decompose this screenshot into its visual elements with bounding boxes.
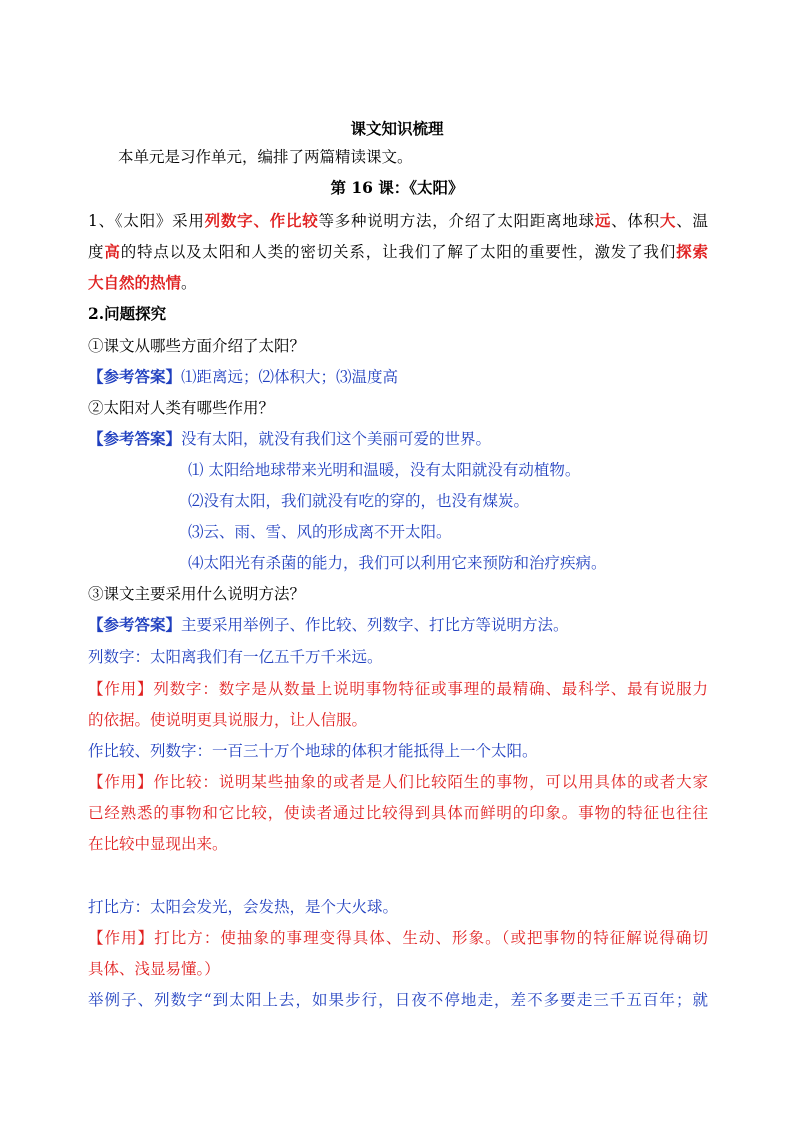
- highlight-methods: 列数字、作比较: [204, 211, 319, 230]
- answer-text: ⑴距离远；⑵体积大；⑶温度高: [181, 368, 399, 386]
- section-heading: 2.问题探究: [88, 304, 167, 323]
- page-title: 课文知识梳理: [350, 119, 444, 138]
- answer-text: 没有太阳，就没有我们这个美丽可爱的世界。: [181, 430, 492, 448]
- question-2: ②太阳对人类有哪些作用？: [88, 399, 275, 417]
- role-metaphor-line-1: [88, 928, 708, 948]
- summary-text: 、温: [676, 212, 708, 230]
- example-comparison: 作比较、列数字：一百三十万个地球的体积才能抵得上一个太阳。: [88, 742, 538, 760]
- role-numbers-line-2: 的依据。使说明更具说服力，让人信服。: [88, 711, 368, 729]
- question-1: ①课文从哪些方面介绍了太阳？: [88, 337, 306, 355]
- highlight-big: 大: [659, 211, 677, 230]
- role-text: 作比较：说明某些抽象的或者是人们比较陌生的事物，可以用具体的或者大家: [153, 773, 708, 791]
- role-label: 【作用】: [88, 773, 154, 791]
- example-multi: 举例子、列数字“到太阳上去，如果步行，日夜不停地走，差不多要走三千五百年；就: [88, 991, 708, 1009]
- highlight-far: 远: [594, 211, 612, 230]
- highlight-hot: 高: [104, 242, 121, 261]
- role-text: 列数字：数字是从数量上说明事物特征或事理的最精确、最科学、最有说服力: [153, 680, 708, 698]
- example-metaphor: 打比方：太阳会发光，会发热，是个大火球。: [88, 898, 399, 916]
- role-comparison-line-1: [88, 772, 708, 792]
- role-numbers-line-1: [88, 679, 708, 699]
- answer-2-item: ⑴ 太阳给地球带来光明和温暖，没有太阳就没有动植物。: [188, 461, 581, 479]
- highlight-passion: 大自然的热情: [88, 273, 182, 292]
- lesson-title: 第 16 课：《太阳》: [330, 178, 464, 197]
- role-comparison-line-2: 已经熟悉的事物和它比较，使读者通过比较得到具体而鲜明的印象。事物的特征也往往: [88, 804, 708, 822]
- summary-text: 1、《太阳》采用: [88, 212, 205, 230]
- summary-text: 度: [88, 243, 105, 261]
- answer-1: [88, 367, 708, 387]
- summary-text: 等多种说明方法，介绍了太阳距离地球: [318, 212, 595, 230]
- summary-text: 。: [181, 274, 197, 292]
- example-numbers: 列数字：太阳离我们有一亿五千万千米远。: [88, 648, 383, 666]
- answer-text: 主要采用举例子、作比较、列数字、打比方等说明方法。: [181, 616, 569, 634]
- answer-2-item: ⑶云、雨、雪、风的形成离不开太阳。: [188, 523, 452, 541]
- answer-3: [88, 615, 708, 635]
- summary-line-1: [88, 211, 708, 231]
- role-label: 【作用】: [88, 929, 155, 947]
- summary-line-2: [88, 242, 708, 262]
- answer-label: 【参考答案】: [88, 367, 182, 386]
- role-metaphor-line-2: 具体、浅显易懂。）: [88, 960, 220, 978]
- highlight-explore: 探索: [676, 242, 708, 261]
- answer-label: 【参考答案】: [88, 429, 182, 448]
- answer-2: [88, 429, 708, 449]
- summary-text: 、体积: [611, 212, 660, 230]
- intro-text: 本单元是习作单元，编排了两篇精读课文。: [118, 148, 413, 166]
- role-comparison-line-3: 在比较中显现出来。: [88, 835, 228, 853]
- answer-label: 【参考答案】: [88, 615, 182, 634]
- summary-line-3: [88, 273, 708, 293]
- answer-2-item: ⑷太阳光有杀菌的能力，我们可以利用它来预防和治疗疾病。: [188, 554, 607, 572]
- role-label: 【作用】: [88, 680, 154, 698]
- role-text: 打比方：使抽象的事理变得具体、生动、形象。（或把事物的特征解说得确切: [154, 929, 708, 947]
- summary-text: 的特点以及太阳和人类的密切关系，让我们了解了太阳的重要性，激发了我们: [120, 243, 677, 261]
- answer-2-item: ⑵没有太阳，我们就没有吃的穿的，也没有煤炭。: [188, 492, 530, 510]
- question-3: ③课文主要采用什么说明方法？: [88, 585, 306, 603]
